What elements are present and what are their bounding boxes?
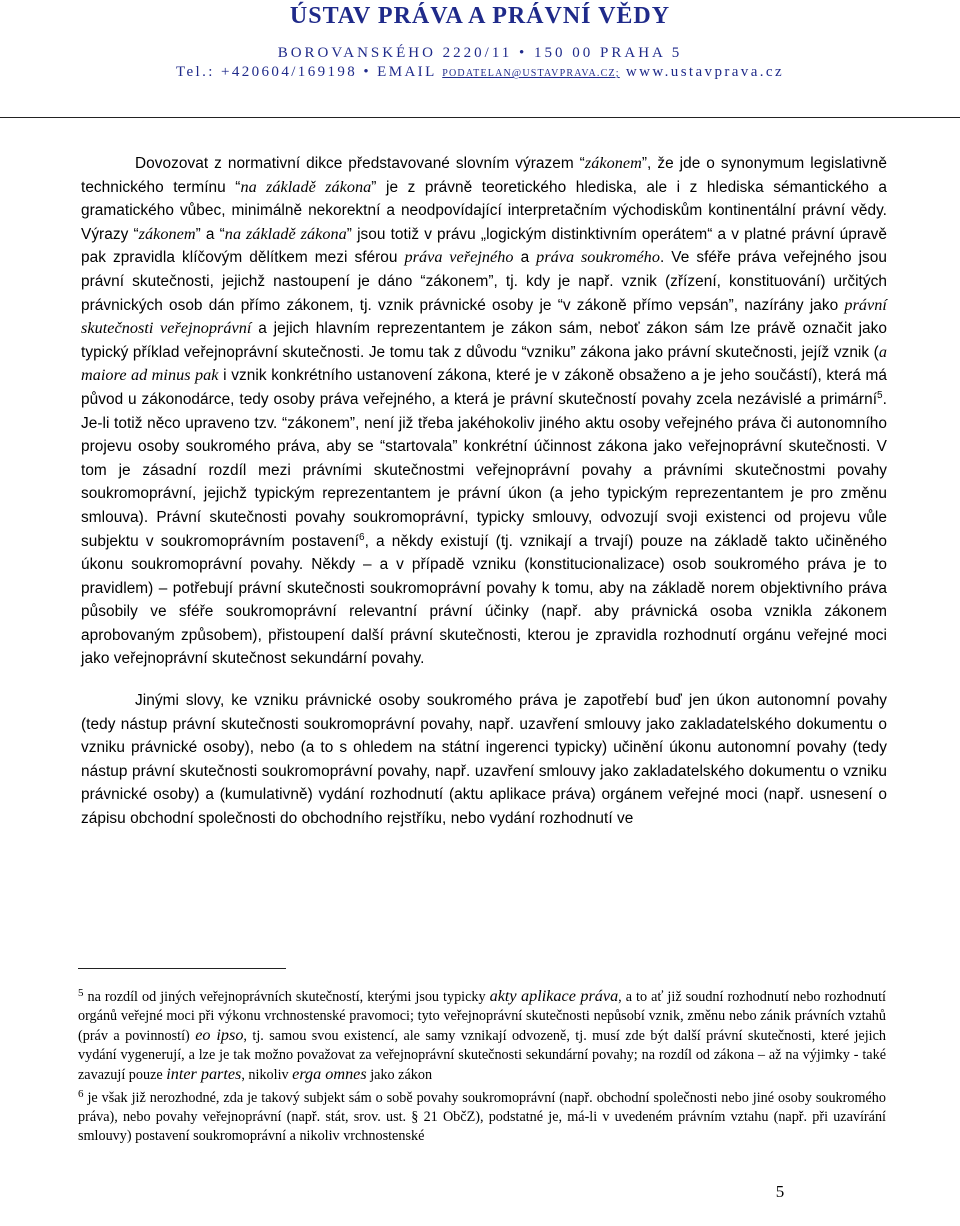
main-text [81,152,887,831]
text-run: . Ve sféře práva veřejného jsou právní skutečnosti, jejichž nastoupení je dáno “zákonem”, tj. kdy je např. vznik (zřízení, konstituování) určitých právnických osob dán přímo zákonem, tj. vznik právnické osoby je “v zákoně přímo vepsán”, nazírány jako [81,249,888,314]
institute-name: ÚSTAV PRÁVA A PRÁVNÍ VĚDY [289,3,671,29]
letterhead [0,0,960,83]
paragraph-2: Jinými slovy, ke vzniku právnické osoby soukromého práva je zapotřebí buď jen úkon autonomní povahy (tedy nástup právní skutečnosti soukromoprávní povahy, např. uzavření smlouvy jako zakladatelského dokumentu o vzniku právnické osoby), nebo (a to s ohledem na státní ingerenci typicky) učinění úkonu autonomní povahy (tedy nástup právní skutečnosti soukromoprávní povahy, např. uzavření smlouvy jako zakladatelského dokumentu o vzniku právnické osoby) a (kumulativně) vydání rozhodnutí (aktu aplikace práva) orgánem veřejné moci (např. usnesení o zápisu obchodní společnosti do obchodního rejstříku, nebo vydání rozhodnutí ve [81,692,887,828]
italic-text: na základě zákona [240,177,372,196]
footnote-ref: 6 [358,531,365,543]
text-run: ” jsou totiž v právu „logickým distinktivním operátem“ a v platné právní úpravě pak zpravidla klíčovým dělítkem mezi sférou [81,225,887,267]
header-divider [0,117,960,118]
page-number: 5 [775,1182,785,1201]
paragraph-1 [81,152,887,671]
institute-contact [0,63,960,83]
text-run: je však již nerozhodné, zda je takový subjekt sám o sobě povahy soukromoprávní (např. obchodní společnosti nebo jiné osoby soukromého práva), nebo povahy veřejnoprávní (např. stát, srov. ust. § 21 ObčZ), podstatné je, má-li v uvedeném právním vztahu (např. při uzavírání smlouvy) postavení soukromoprávní a nikoliv vrchnostenské [78,1090,886,1144]
institute-address: BOROVANSKÉHO 2220/11 • 150 00 PRAHA 5 [277,45,683,61]
text-run: ” je z právně teoretického hlediska, ale i z hlediska sémantického a gramatického vůbec, minimálně nekorektní a neodpovídající interpretačním východiskům kontinentální právní vědy. Výrazy “ [81,178,887,243]
text-run: , tj. samou svou existencí, ale samy vznikají odvozeně, tj. musí zde být další právní skutečnosti, které jejich vydání vygenerují, a lze je tak možno považovat za veřejnoprávní skutečnosti sekundární povahy; na rozdíl od zákona – až na výjimky - také zavazují pouze [78,1028,887,1083]
footnote-divider [78,968,286,969]
text-run: , a někdy existují (tj. vznikají a trvají) pouze na základě takto učiněného úkonu soukromoprávní povahy. Někdy – a v případě vzniku (konstitucionalizace) osob soukromého práva je to pravidlem) – potřebují právní skutečnosti soukromoprávní povahy k tomu, aby na základě norem objektivního práva působily ve sféře soukromoprávní relevantní právní účinky (např. aby právnická osoba vznikla zákonem aprobovaným způsobem), přistoupení další právní skutečnosti, kterou je zpravidla rozhodnutí orgánu veřejné moci jako veřejnoprávní skutečnost sekundární povahy. [81,532,887,668]
italic-text: právní skutečnosti veřejnoprávní [81,295,887,338]
text-run: ”, že jde o synonymum legislativně technického termínu “ [81,155,887,196]
text-run: . Je-li totiž něco upraveno tzv. “zákonem”, není již třeba jakéhokoliv jiného aktu osoby veřejného práva či autonomního projevu osoby soukromého práva, aby se “startovala” konkrétní účinnost zákona jako veřejnoprávní skutečnosti. V tom je zásadní rozdíl mezi právními skutečnostmi veřejnoprávní povahy a právními skutečnostmi povahy soukromoprávní, jejichž typickým reprezentantem je právní úkon (a jeho typickým reprezentantem je pro změnu smlouva). Právní skutečnosti povahy soukromoprávní, typicky smlouvy, odvozují svoji existenci od projevu vůle subjektu v soukromoprávním postavení [81,390,887,550]
text-run: na rozdíl od jiných veřejnoprávních skutečností, kterými jsou typicky [83,989,490,1005]
text-run: , nikoliv [241,1067,293,1083]
italic-text: zákonem [138,224,196,243]
italic-text: erga omnes [292,1065,367,1083]
text-run: , a to ať již soudní rozhodnutí nebo rozhodnutí orgánů veřejné moci při výkonu vrchnostenské pravomoci; tyto veřejnoprávní skutečnosti nepůsobí vznik, změnu nebo zánik právních vztahů (práv a povinností) [78,989,886,1044]
italic-text: práva soukromého [536,248,660,267]
footnote-number: 6 [78,1088,84,1100]
text-run: jako zákon [366,1067,433,1083]
footnote-5 [78,984,886,1085]
web-address: www.ustavprava.cz [619,64,785,80]
italic-text: eo ipso [195,1026,244,1044]
footnote-number: 5 [78,987,84,999]
footnote-6 [78,1085,886,1146]
footnotes [78,984,886,1146]
text-run: a jejich hlavním reprezentantem je zákon sám, neboť zákon sám lze právě označit jako typický příklad veřejnoprávní skutečnosti. Je tomu tak z důvodu “vzniku” zákona jako právní skutečnosti, jejíž vznik ( [81,320,887,361]
text-run: Dovozovat z normativní dikce představované slovním výrazem “ [135,155,585,172]
italic-text: na základě zákona [224,224,347,243]
text-run: i vznik konkrétního ustanovení zákona, které je v zákoně obsaženo a je jeho součástí), která má původ u zákonodárce, tedy osoby práva veřejného, a která je právní skutečností povahy zcela nezávislé a primární [81,367,887,408]
phone-line: Tel.: +420604/169198 • EMAIL [175,64,443,80]
text-run: a [513,249,537,267]
italic-text: inter partes [166,1065,242,1083]
italic-text: zákonem [584,154,642,172]
italic-text: práva veřejného [404,248,514,267]
text-run: ” a “ [195,225,225,243]
footnote-ref: 5 [877,389,883,401]
email-link[interactable]: PODATELAN@USTAVPRAVA.CZ; [442,68,620,79]
italic-text: akty aplikace práva [489,987,619,1005]
italic-text: a maiore ad minus pak [81,342,887,385]
